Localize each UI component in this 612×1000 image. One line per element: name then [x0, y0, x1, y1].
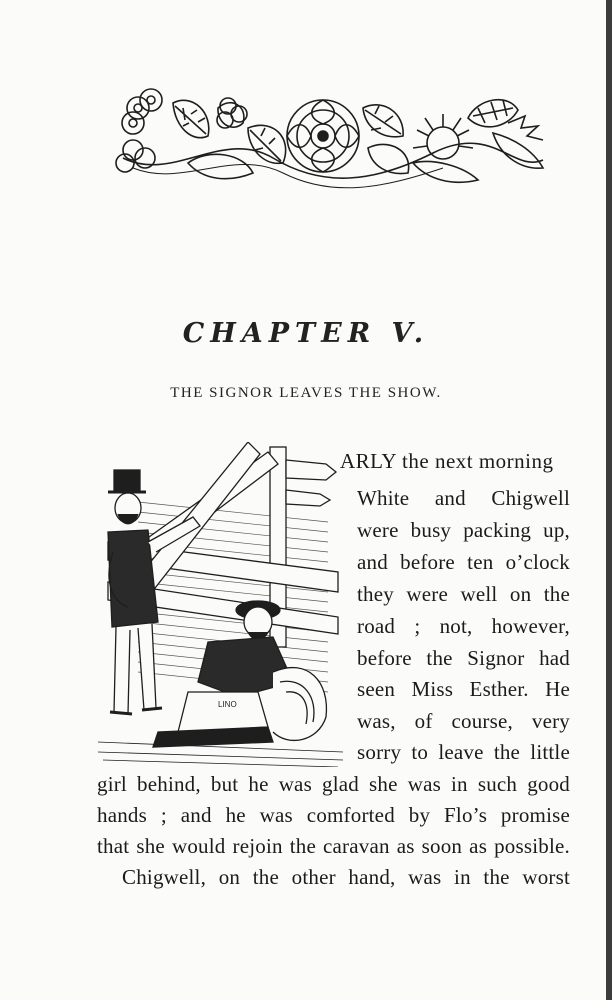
text-line: before the Signor had — [357, 646, 570, 670]
shamrock-ornament — [116, 89, 162, 172]
text-line: they were well on the — [357, 582, 570, 606]
text-line: were busy packing up, — [357, 518, 570, 542]
page-edge-shadow — [606, 0, 612, 1000]
text-line: girl behind, but he was glad she was in such good — [97, 772, 570, 796]
chapter-title: CHAPTER V. — [182, 318, 430, 349]
text-line: was, of course, very — [357, 709, 570, 733]
text-line: seen Miss Esther. He — [357, 677, 570, 701]
text-line: that she would rejoin the caravan as soon as possible. — [97, 834, 570, 858]
floral-headpiece — [113, 88, 553, 193]
thistle-ornament — [413, 100, 543, 183]
text-line: White and Chigwell — [357, 486, 570, 510]
text-line: and before ten o’clock — [357, 550, 570, 574]
chapter-subtitle: THE SIGNOR LEAVES THE SHOW. — [170, 385, 442, 401]
opening-line: ARLY the next morning — [340, 449, 554, 473]
text-line: sorry to leave the little — [357, 740, 570, 764]
rose-ornament — [287, 100, 359, 172]
show-through-text — [95, 204, 575, 226]
text-line: hands ; and he was comforted by Flo’s promise — [97, 803, 570, 827]
engraving-illustration — [98, 442, 343, 767]
text-line: road ; not, however, — [357, 614, 570, 638]
text-line: Chigwell, on the other hand, was in the worst — [122, 865, 570, 889]
svg-text:LINO: LINO — [218, 700, 237, 709]
